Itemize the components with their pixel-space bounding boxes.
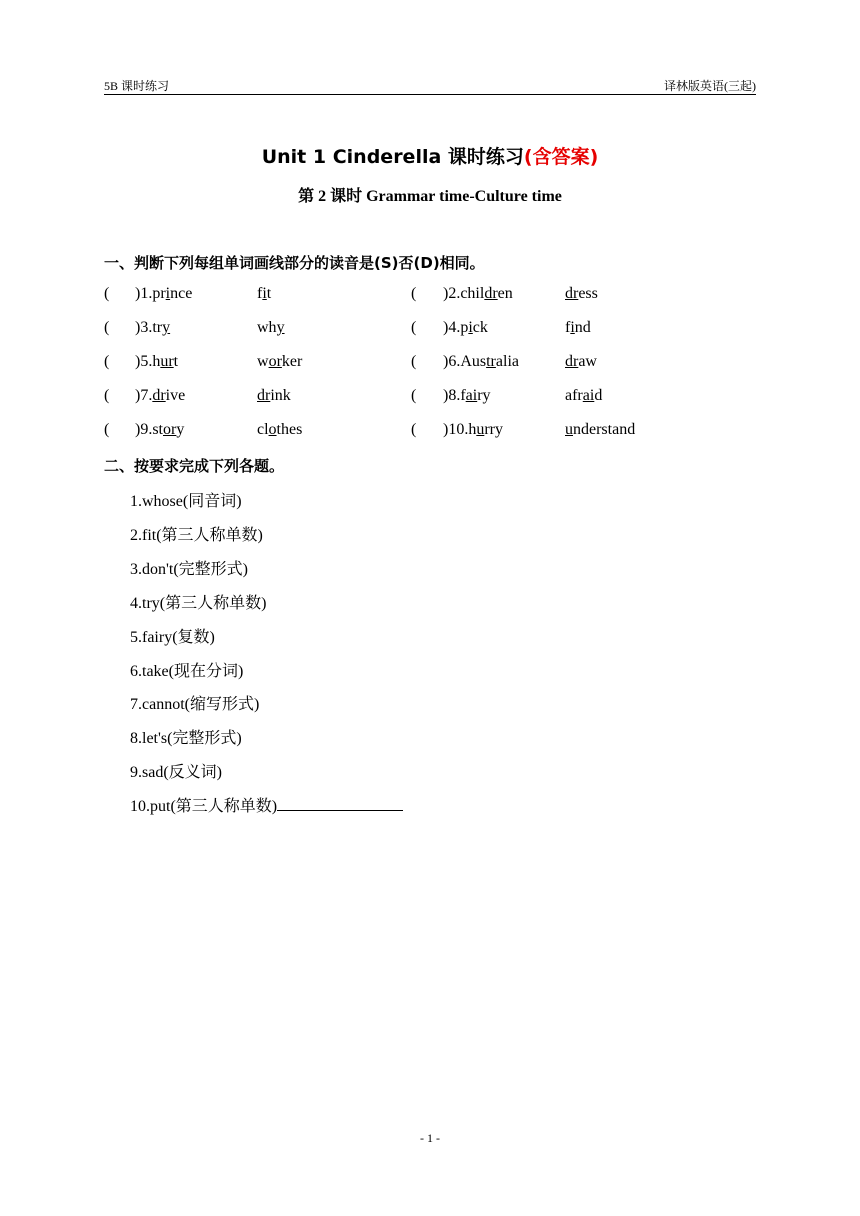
item-number: )4. — [443, 319, 461, 336]
word-second: drink — [257, 387, 291, 404]
item-word-2 — [565, 285, 598, 303]
underlined-letters: or — [163, 421, 177, 438]
word-second: afraid — [565, 387, 603, 404]
section2-heading: 二、按要求完成下列各题。 — [104, 457, 285, 475]
item-number: )8. — [443, 387, 461, 404]
underlined-letters: i — [468, 319, 473, 336]
item-word-1 — [443, 285, 513, 303]
answer-paren[interactable]: ( — [411, 319, 417, 336]
section1-heading: 一、判断下列每组单词画线部分的读音是(S)否(D)相同。 — [104, 254, 485, 272]
exercise-prompt: 9.sad(反义词) — [130, 764, 222, 781]
answer-paren[interactable]: ( — [104, 387, 110, 404]
word-first: hurry — [468, 421, 503, 438]
word-first: story — [152, 421, 185, 438]
word-second: draw — [565, 353, 597, 370]
exercise-prompt: 10.put(第三人称单数) — [130, 798, 278, 815]
underlined-letters: u — [565, 421, 573, 438]
word-second: worker — [257, 353, 303, 370]
page-title — [0, 142, 860, 169]
answer-paren[interactable]: ( — [411, 421, 417, 438]
item-number: )7. — [135, 387, 153, 404]
exercise-prompt: 7.cannot(缩写形式) — [130, 696, 260, 713]
exercise-item — [130, 488, 242, 511]
underlined-letters: ur — [160, 353, 174, 370]
item-word-2 — [565, 319, 591, 337]
answer-paren[interactable]: ( — [411, 285, 417, 302]
word-first: Australia — [460, 353, 519, 370]
exercise-prompt: 1.whose(同音词) — [130, 493, 242, 510]
underlined-letters: o — [268, 421, 277, 438]
word-second: why — [257, 319, 285, 336]
item-number: )3. — [135, 319, 153, 336]
pronunciation-item — [0, 421, 860, 443]
underlined-letters: ai — [582, 387, 595, 404]
word-second: fit — [257, 285, 272, 302]
pronunciation-item — [0, 319, 860, 341]
underlined-letters: i — [262, 285, 267, 302]
item-number: )6. — [443, 353, 461, 370]
word-second: clothes — [257, 421, 303, 438]
underlined-letters: dr — [484, 285, 498, 302]
page-header — [104, 77, 756, 95]
item-number: )5. — [135, 353, 153, 370]
item-word-2 — [565, 353, 597, 371]
underlined-letters: y — [162, 319, 171, 336]
underlined-letters: dr — [565, 353, 579, 370]
underlined-letters: tr — [486, 353, 496, 370]
title-answer-note: (含答案) — [523, 146, 599, 168]
exercise-prompt: 8.let's(完整形式) — [130, 730, 242, 747]
underlined-letters: ai — [465, 387, 478, 404]
item-word-1 — [443, 421, 503, 439]
word-first: hurt — [152, 353, 179, 370]
pronunciation-item — [0, 387, 860, 409]
exercise-item — [130, 725, 242, 748]
exercise-prompt: 3.don't(完整形式) — [130, 561, 248, 578]
exercise-item — [130, 759, 222, 782]
item-word-1 — [443, 387, 491, 405]
word-first: drive — [152, 387, 186, 404]
underlined-letters: u — [476, 421, 485, 438]
item-word-2 — [565, 387, 602, 405]
pronunciation-item — [0, 285, 860, 307]
word-first: pick — [460, 319, 488, 336]
answer-blank[interactable] — [277, 796, 403, 811]
title-main: Unit 1 Cinderella 课时练习 — [261, 146, 524, 168]
underlined-letters: i — [165, 285, 171, 302]
header-right-text: 译林版英语(三起) — [664, 79, 756, 93]
word-first: fairy — [460, 387, 491, 404]
pronunciation-item — [0, 353, 860, 375]
item-word-1 — [443, 353, 519, 371]
underlined-letters: dr — [565, 285, 579, 302]
item-number: )1. — [135, 285, 153, 302]
exercise-item — [130, 691, 259, 714]
answer-paren[interactable]: ( — [104, 319, 110, 336]
answer-paren[interactable]: ( — [411, 387, 417, 404]
item-word-2 — [565, 421, 635, 439]
header-left-text: 5B 课时练习 — [104, 79, 170, 93]
underlined-letters: dr — [152, 387, 166, 404]
answer-paren[interactable]: ( — [104, 421, 110, 438]
exercise-item — [130, 658, 243, 681]
word-second: find — [565, 319, 591, 336]
exercise-prompt: 4.try(第三人称单数) — [130, 595, 267, 612]
underlined-letters: i — [570, 319, 575, 336]
exercise-item — [130, 624, 215, 647]
word-first: try — [152, 319, 171, 336]
answer-paren[interactable]: ( — [104, 353, 110, 370]
item-word-1 — [443, 319, 488, 337]
exercise-prompt: 6.take(现在分词) — [130, 663, 244, 680]
underlined-letters: y — [276, 319, 285, 336]
word-first: prince — [152, 285, 193, 302]
item-number: )2. — [443, 285, 461, 302]
exercise-item — [130, 522, 263, 545]
exercise-item — [130, 590, 266, 613]
item-number: )9. — [135, 421, 153, 438]
item-number: )10. — [443, 421, 469, 438]
page-number: - 1 - — [420, 1131, 440, 1145]
answer-paren[interactable]: ( — [411, 353, 417, 370]
answer-paren[interactable]: ( — [104, 285, 110, 302]
word-second: dress — [565, 285, 598, 302]
exercise-prompt: 5.fairy(复数) — [130, 629, 215, 646]
exercise-item — [130, 793, 403, 816]
exercise-item — [130, 556, 248, 579]
underlined-letters: or — [268, 353, 282, 370]
exercise-prompt: 2.fit(第三人称单数) — [130, 527, 263, 544]
underlined-letters: dr — [257, 387, 271, 404]
page-subtitle: 第 2 课时 Grammar time-Culture time — [298, 188, 562, 205]
word-second: understand — [565, 421, 636, 438]
word-first: children — [460, 285, 513, 302]
